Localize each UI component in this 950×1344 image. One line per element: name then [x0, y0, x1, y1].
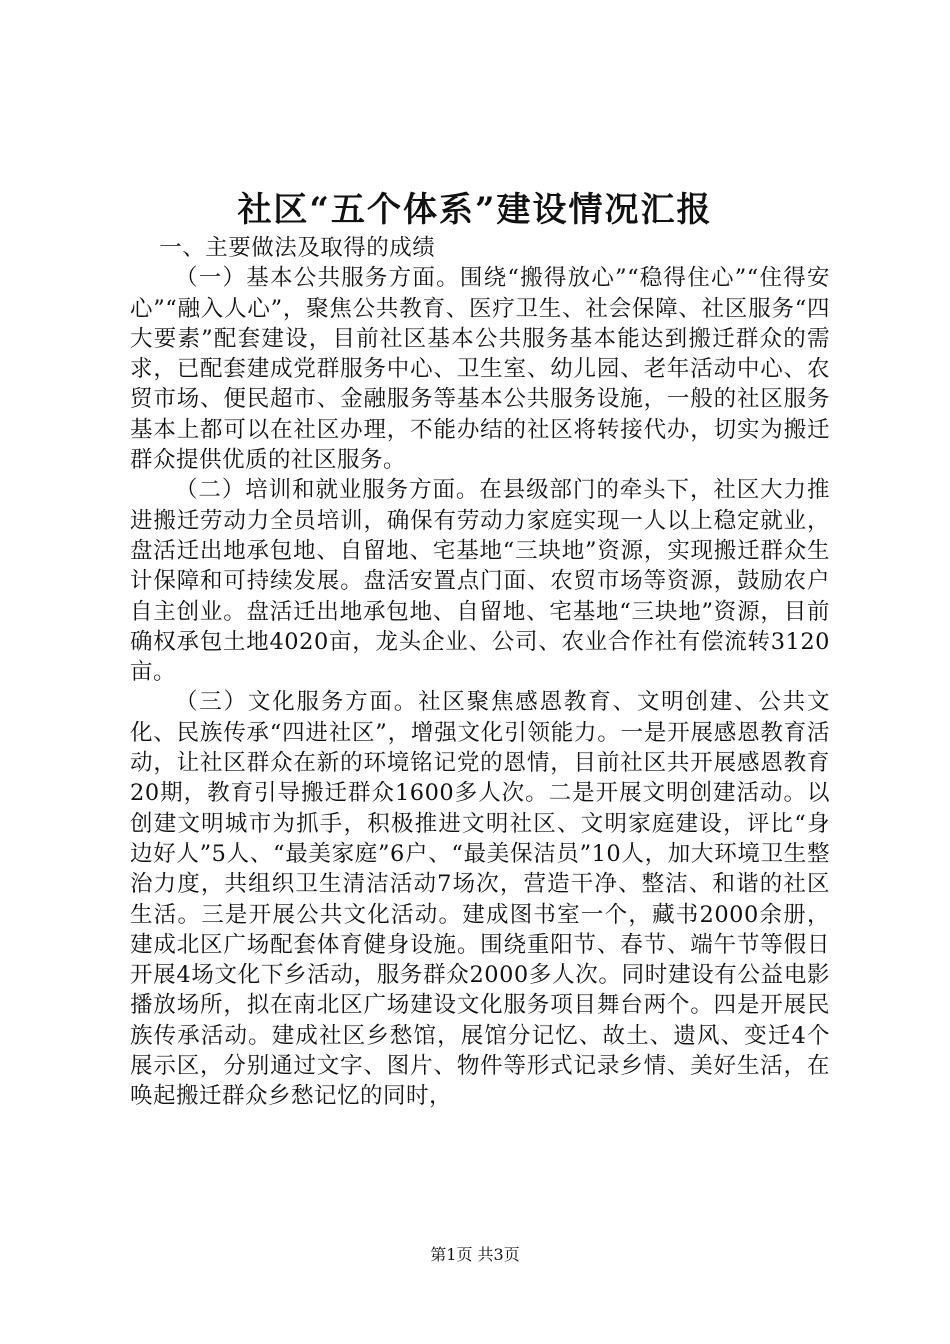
section-heading: 一、主要做法及取得的成绩: [159, 235, 436, 261]
page-footer: 第1页 共3页: [430, 1245, 520, 1264]
document-title: 社区“五个体系”建设情况汇报: [237, 190, 713, 230]
paragraph-training-employment: （二）培训和就业服务方面。在县级部门的牵头下，社区大力推进搬迁劳动力全员培训，确保有劳动力家庭实现一人以上稳定就业，盘活迁出地承包地、自留地、宅基地“三块地”资源，实现搬迁群众生计保障和可持续发展。盘活安置点门面、农贸市场等资源，鼓励农户自主创业。盘活迁出地承包地、自留地、宅基地“三块地”资源，目前确权承包土地4020亩，龙头企业、公司、农业合作社有偿流转3120亩。: [130, 477, 830, 686]
paragraph-public-services: （一）基本公共服务方面。围绕“搬得放心”“稳得住心”“住得安心”“融入人心”，聚焦公共教育、医疗卫生、社会保障、社区服务“四大要素”配套建设，目前社区基本公共服务基本能达到搬迁群众的需求，已配套建成党群服务中心、卫生室、幼儿园、老年活动中心、农贸市场、便民超市、金融服务等基本公共服务设施，一般的社区服务基本上都可以在社区办理，不能办结的社区将转接代办，切实为搬迁群众提供优质的社区服务。: [130, 265, 830, 474]
document-body: [130, 233, 830, 1112]
paragraph-cultural-services: （三）文化服务方面。社区聚焦感恩教育、文明创建、公共文化、民族传承“四进社区”，增强文化引领能力。一是开展感恩教育活动，让社区群众在新的环境铭记党的恩情，目前社区共开展感恩教育20期，教育引导搬迁群众1600多人次。二是开展文明创建活动。以创建文明城市为抓手，积极推进文明社区、文明家庭建设，评比“身边好人”5人、“最美家庭”6户、“最美保洁员”10人，加大环境卫生整治力度，共组织卫生清洁活动7场次，营造干净、整洁、和谐的社区生活。三是开展公共文化活动。建成图书室一个，藏书2000余册，建成北区广场配套体育健身设施。围绕重阳节、春节、端午节等假日开展4场文化下乡活动，服务群众2000多人次。同时建设有公益电影播放场所，拟在南北区广场建设文化服务项目舞台两个。四是开展民族传承活动。建成社区乡愁馆，展馆分记忆、故土、遗风、变迁4个展示区，分别通过文字、图片、物件等形式记录乡情、美好生活，在唤起搬迁群众乡愁记忆的同时，: [130, 689, 830, 1110]
